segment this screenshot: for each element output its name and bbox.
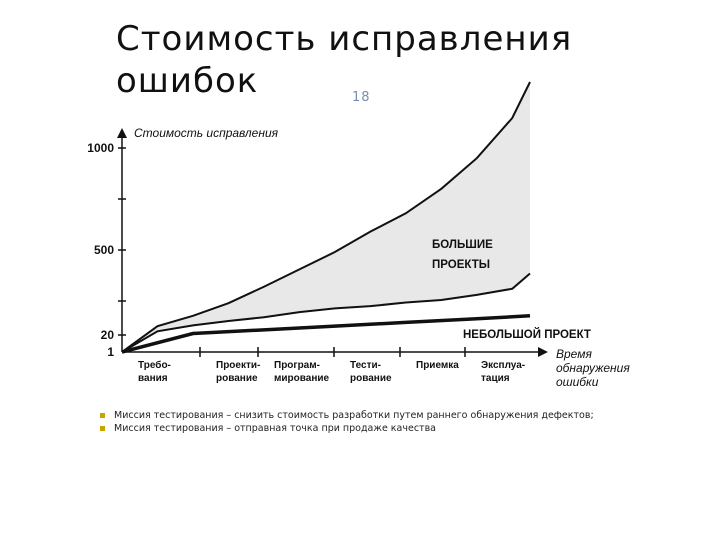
x-phase-label: тация (481, 373, 510, 384)
label-large-projects: БОЛЬШИЕ (432, 239, 493, 251)
bullet-text: Миссия тестирования – отправная точка при продаже качества (114, 423, 436, 434)
label-small-project: НЕБОЛЬШОЙ ПРОЕКТ (463, 329, 591, 341)
x-axis-title: ошибки (556, 375, 599, 389)
x-phase-label: мирование (274, 373, 330, 384)
bullet-item (100, 423, 620, 434)
bullet-item (100, 410, 620, 421)
x-phase-label: Тести- (350, 360, 381, 371)
y-axis-title: Стоимость исправления (134, 126, 279, 140)
y-axis-arrow (117, 128, 127, 138)
x-phase-label: Эксплуа- (481, 360, 526, 371)
y-tick-label: 1 (107, 345, 114, 359)
y-tick-label: 1000 (87, 141, 114, 155)
x-axis-arrow (538, 347, 548, 357)
x-phase-label: рование (216, 373, 258, 384)
x-axis-title: Время (556, 347, 592, 361)
area-between-series (122, 82, 530, 352)
label-large-projects: ПРОЕКТЫ (432, 259, 490, 271)
bullet-list (100, 410, 620, 436)
bullet-text: Миссия тестирования – снизить стоимость разработки путем раннего обнаружения дефектов; (114, 410, 594, 421)
x-phase-label: Требо- (138, 360, 171, 371)
slide-title: Стоимость исправления ошибок (116, 19, 573, 101)
bullet-marker (100, 413, 105, 418)
x-axis-title: обнаружения (556, 361, 630, 375)
y-tick-label: 20 (100, 328, 114, 342)
x-phase-label: рование (350, 373, 392, 384)
x-phase-label: Приемка (416, 360, 459, 371)
y-tick-label: 500 (93, 243, 114, 257)
x-phase-label: вания (138, 373, 168, 384)
x-phase-label: Програм- (274, 360, 320, 371)
page-number: 18 (352, 90, 371, 105)
x-phase-label: Проекти- (216, 360, 261, 371)
bullet-marker (100, 426, 105, 431)
